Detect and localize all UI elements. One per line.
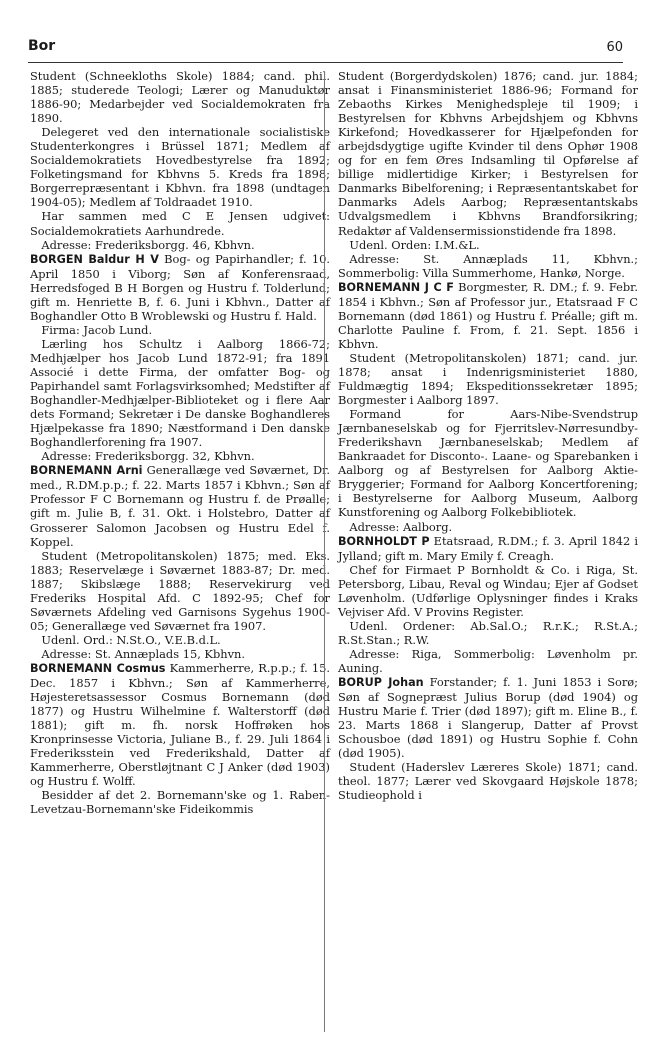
entry-paragraph: Besidder af det 2. Bornemann'ske og 1. Raben-Levetzau-Bornemann'ske Fideikommis — [30, 788, 330, 817]
entry-paragraph: Adresse: Aalborg. — [349, 519, 453, 534]
entry-paragraph: Student (Haderslev Læreres Skole) 1871; cand. theol. 1877; Lærer ved Skovgaard Højskole 1878; Studieophold i — [338, 760, 638, 803]
entry-paragraph: Adresse: Frederiksborgg. 32, Kbhvn. — [41, 449, 255, 464]
biography-entry — [30, 252, 330, 323]
entry-paragraph: Delegeret ved den internationale socialistiske Studenterkongres i Brüssel 1871; Medlem af Socialdemokratiets Hovedbestyrelse fra 1892; Folketingsmand for Kbhvns 5. Kreds fra 1898; Borgerrepræsentant i Kbhvn. fra 1898 (undtagen 1904-05); Medlem af Toldraadet 1910. — [30, 125, 330, 210]
column-divider — [324, 72, 325, 1032]
continued-text: Student (Schneekloths Skole) 1884; cand. phil. 1885; studerede Teologi; Lærer og Manuduktør 1886-90; Medarbejder ved Socialdemokraten fra 1890. — [30, 69, 330, 126]
entry-paragraph: Adresse: St. Annæplads 15, Kbhvn. — [41, 646, 245, 661]
entry-text: Generallæge ved Søværnet, Dr. med., R.DM.p.p.; f. 22. Marts 1857 i Kbhvn.; Søn af Professor F C Bornemann og Hustru f. de Prøalle; gift m. Julie B, f. 31. Okt. i Holstebro, Datter af Grosserer Salomon Jacobsen og Hustru Edel f. Koppel. — [30, 463, 330, 549]
biography-entry — [30, 463, 330, 548]
entry-paragraph: Udenl. Ordener: Ab.Sal.O.; R.r.K.; R.St.A.; R.St.Stan.; R.W. — [338, 618, 638, 647]
entry-paragraph: Adresse: Frederiksborgg. 46, Kbhvn. — [41, 237, 255, 252]
entry-name: BORNEMANN Cosmus — [30, 661, 166, 675]
entry-paragraph: Chef for Firmaet P Bornholdt & Co. i Riga, St. Petersborg, Libau, Reval og Windau; Ejer af Godset Løvenholm. (Udførlige Oplysninger findes i Kraks Vejviser Afd. V Provins Register. — [338, 562, 638, 619]
entry-text: Kammerherre, R.p.p.; f. 15. Dec. 1857 i Kbhvn.; Søn af Kammerherre, Højesteretsassessor Cosmus Bornemann (død 1877) og Hustru Wilhelmine f. Walterstorff (død 1881); gift m. fh. norsk Hoffrøken hos Kronprinsesse Victoria, Juliane B., f. 29. Juli 1864 i Frederiksstein ved Frederikshald, Datter af Kammerherre, Oberstløjtnant C J Anker (død 1903) og Hustru f. Wolff. — [30, 660, 330, 789]
entry-name: BORNHOLDT P — [338, 534, 430, 548]
left-column — [30, 69, 330, 816]
entry-text: Forstander; f. 1. Juni 1853 i Sorø; Søn af Sognepræst Julius Borup (død 1904) og Hustru Marie f. Trier (død 1897); gift m. Eline B., f. 23. Marts 1868 i Slangerup, Datter af Provst Schousboe (død 1891) og Hustru Sophie f. Cohn (død 1905). — [338, 675, 638, 761]
entry-paragraph: Student (Metropolitanskolen) 1871; cand. jur. 1878; ansat i Indenrigsministeriet 1880, Fuldmægtig 1894; Ekspeditionssekretær 1895; Borgmester i Aalborg 1897. — [338, 350, 638, 408]
header-rule — [28, 62, 623, 63]
entry-paragraph: Formand for Aars-Nibe-Svendstrup Jærnbaneselskab og for Fjerritslev-Nørresundby-Frederikshavn Jærnbaneselskab; Medlem af Bankraadet for Disconto-. Laane- og Sparebanken i Aalborg og af Bestyrelsen for Aalborg Aktie-Bryggerier; Formand for Aalborg Koncertforening; i Bestyrelserne for Aalborg Museum, Aalborg Kunstforening og Aalborg Folkebibliotek. — [338, 407, 638, 520]
entry-paragraph: Udenl. Orden: I.M.&L. — [349, 237, 480, 252]
page-number: 60 — [606, 40, 623, 55]
entry-paragraph: Lærling hos Schultz i Aalborg 1866-72; Medhjælper hos Jacob Lund 1872-91; fra 1891 Associé i dette Firma, der omfatter Bog- og Papirhandel samt Forlagsvirksomhed; Medstifter af Boghandler-Medhjælper-Biblioteket og i flere Aar dets Formand; Sekretær i De danske Boghandleres Hjælpekasse fra 1890; Næstformand i Den danske Boghandlerforening fra 1907. — [30, 336, 330, 450]
entry-paragraph: Firma: Jacob Lund. — [41, 322, 153, 337]
biography-entry — [338, 675, 638, 760]
header-catchword: Bor — [28, 38, 56, 54]
entry-text: Borgmester, R. DM.; f. 9. Febr. 1854 i Kbhvn.; Søn af Professor jur., Etatsraad F C Bornemann (død 1861) og Hustru f. Préalle; gift m. Charlotte Pauline f. From, f. 21. Sept. 1856 i Kbhvn. — [338, 279, 638, 351]
entry-name: BORGEN Baldur H V — [30, 252, 159, 266]
continued-text: Student (Borgerdydskolen) 1876; cand. jur. 1884; ansat i Finansministeriet 1886-96; Formand for Zebaoths Kirkes Menighedspleje til 1909; i Bestyrelsen for Kbhvns Arbejdshjem og Kbhvns Kirkefond; Hovedkasserer for Hjælpefonden for arbejdsdygtige ugifte Kvinder til dens Ophør 1908 og for en fem Øres Indsamling til Opførelse af billige midlertidige Kirker; i Bestyrelsen for Danmarks Bibelforening; i Repræsentantskabet for Danmarks Adels Aarbog; Repræsentantskabs Udvalgsmedlem i Kbhvns Brandforsikring; Redaktør af Valdensermissionstidende fra 1898. — [338, 69, 638, 238]
entry-name: BORNEMANN J C F — [338, 280, 454, 294]
entry-paragraph: Adresse: St. Annæplads 11, Kbhvn.; Sommerbolig: Villa Summerhome, Hankø, Norge. — [338, 251, 638, 280]
entry-paragraph: Student (Metropolitanskolen) 1875; med. Eks. 1883; Reservelæge i Søværnet 1883-87; Dr. med. 1887; Skibslæge 1888; Reservekirurg ved Frederiks Hospital Afd. C 1892-95; Chef for Søværnets Afdeling ved Garnisons Sygehus 1900-05; Generallæge ved Søværnet fra 1907. — [30, 548, 330, 633]
biography-entry — [338, 280, 638, 351]
entry-name: BORNEMANN Arni — [30, 464, 143, 478]
entry-paragraph: Udenl. Ord.: N.St.O., V.E.B.d.L. — [41, 632, 221, 647]
biography-entry — [30, 661, 330, 788]
entry-text: Etatsraad, R.DM.; f. 3. April 1842 i Jylland; gift m. Mary Emily f. Creagh. — [338, 533, 638, 563]
entry-paragraph: Adresse: Riga, Sommerbolig: Løvenholm pr. Auning. — [338, 646, 638, 675]
entry-name: BORUP Johan — [338, 676, 424, 690]
biography-entry — [338, 534, 638, 563]
entry-text: Bog- og Papirhandler; f. 10. April 1850 i Viborg; Søn af Konferensraad, Herredsfoged B H Borgen og Hustru f. Tolderlund; gift m. Henriette B, f. 6. Juni i Kbhvn., Datter af Boghandler Otto B Wroblewski og Hustru f. Hald. — [30, 251, 330, 323]
right-column — [338, 69, 638, 802]
entry-paragraph: Har sammen med C E Jensen udgivet: Socialdemokratiets Aarhundrede. — [30, 209, 330, 238]
running-header — [28, 38, 623, 58]
